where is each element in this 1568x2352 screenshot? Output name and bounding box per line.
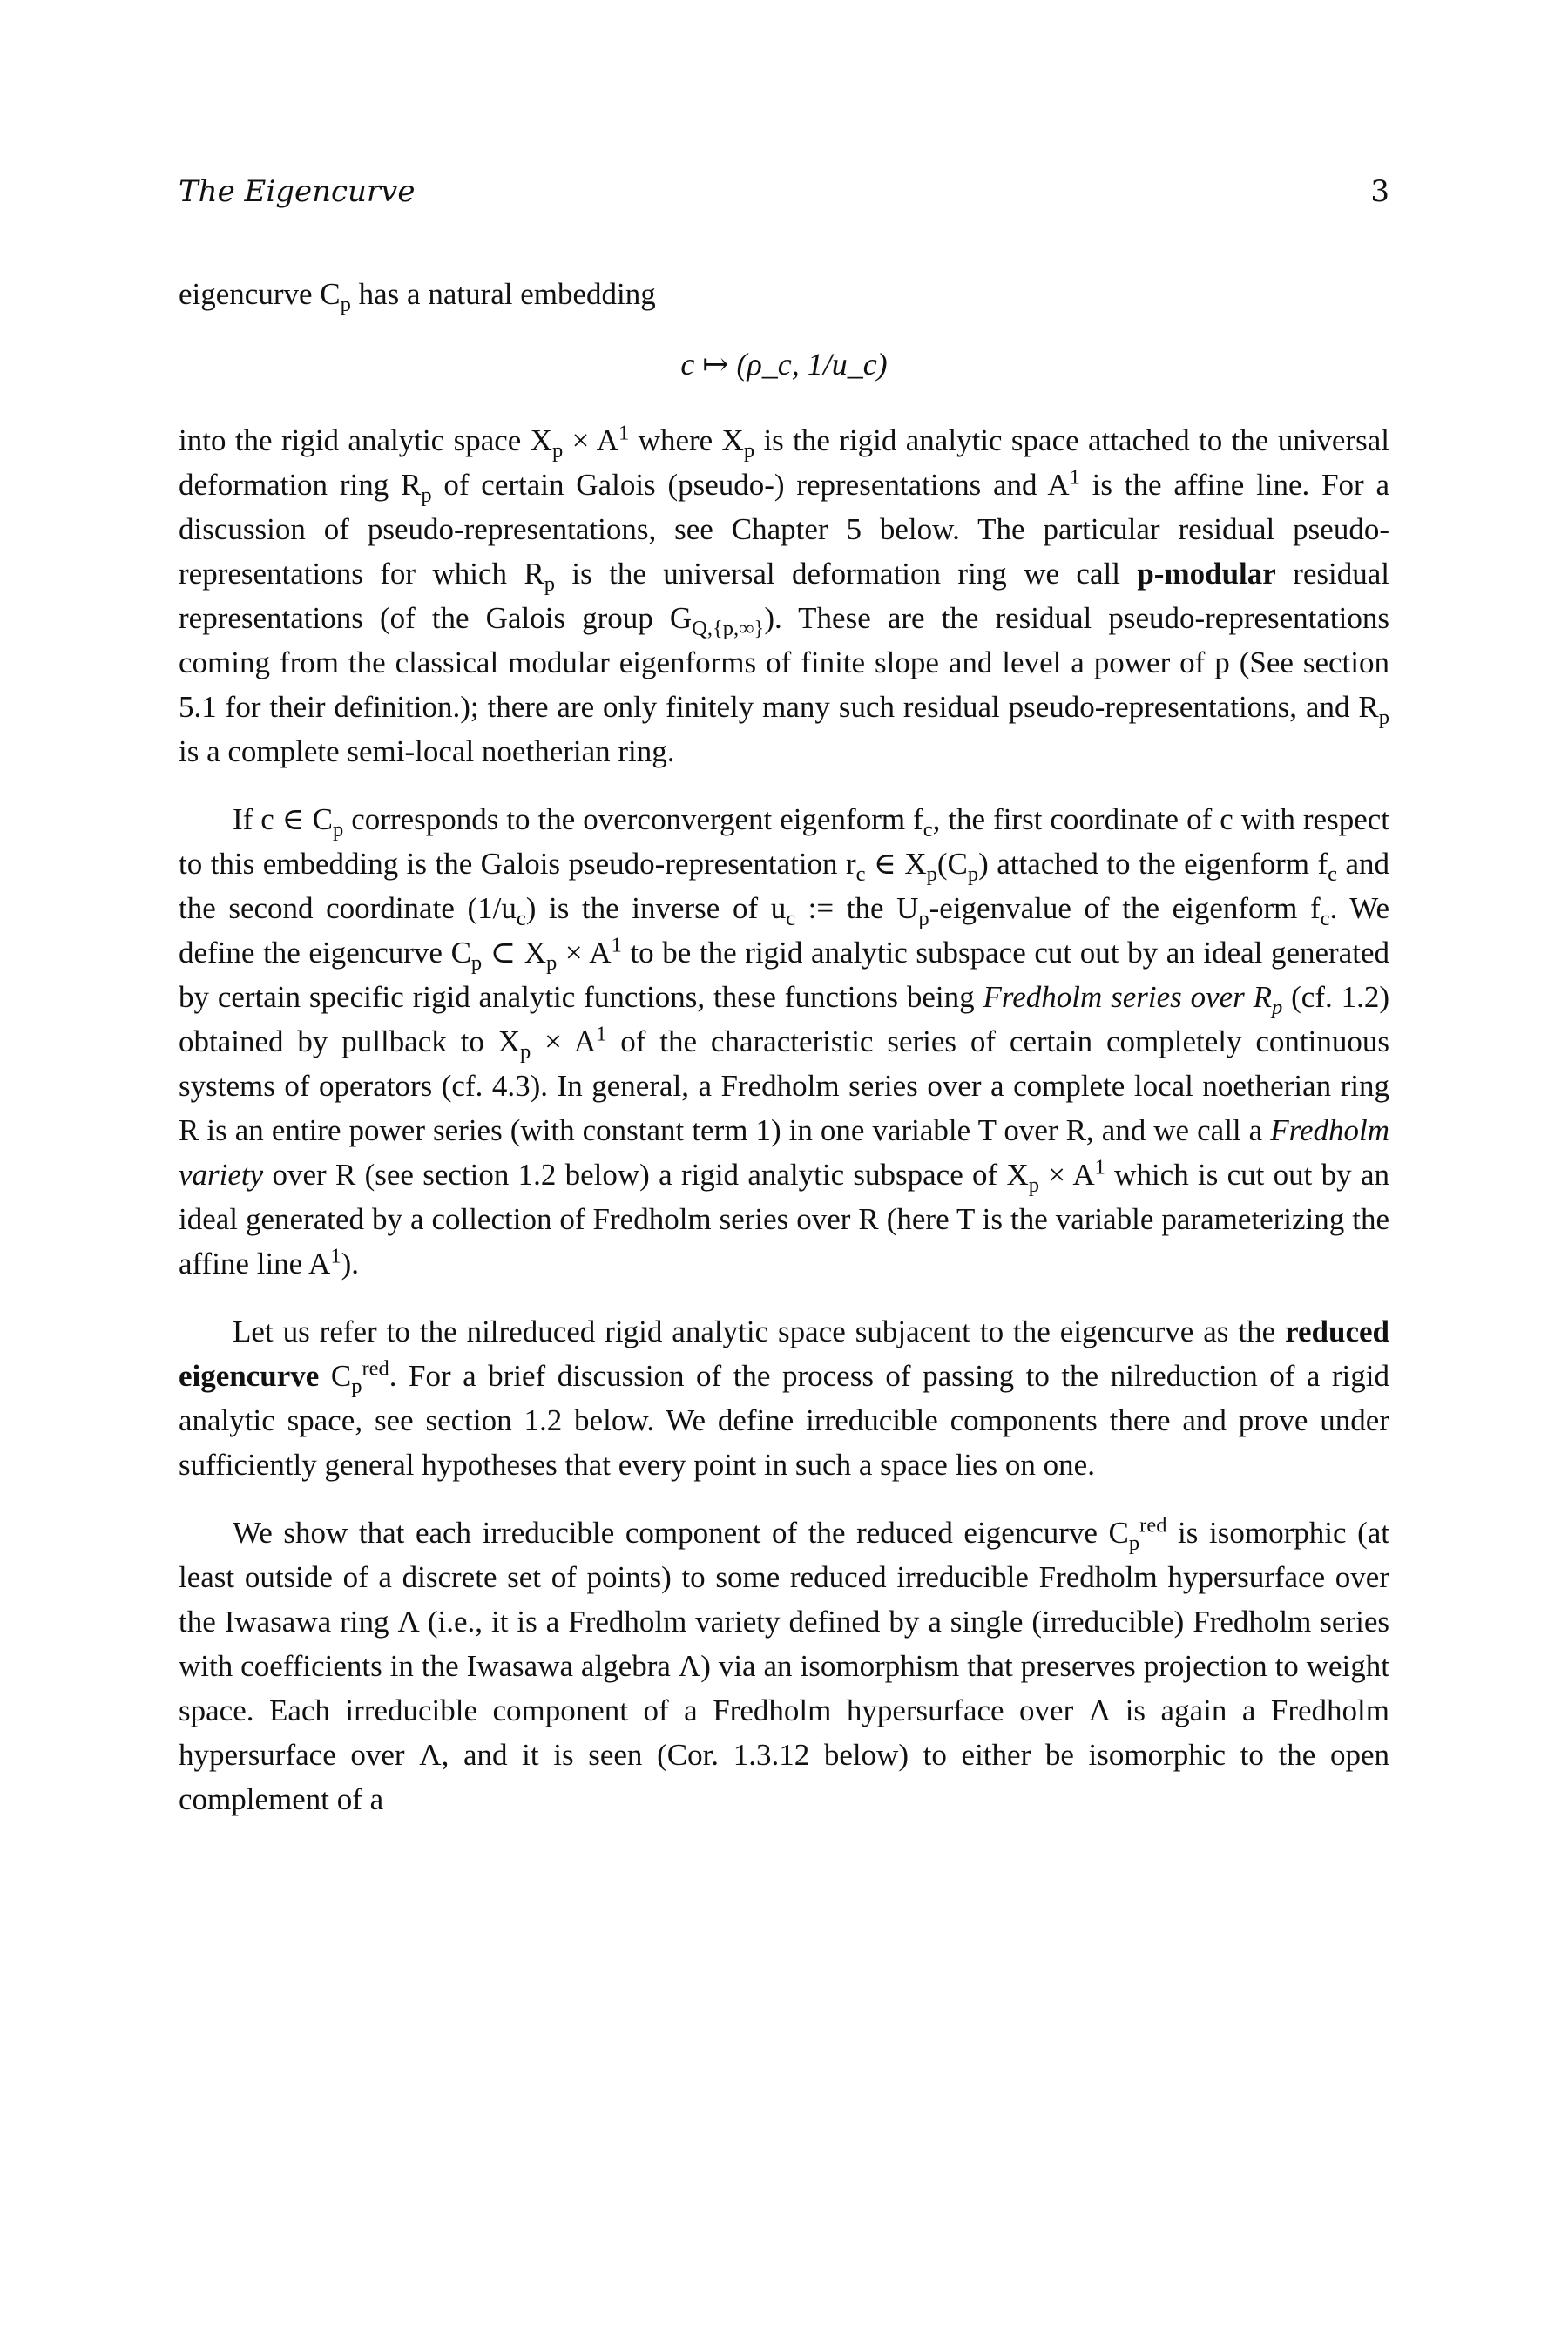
paragraph-5: We show that each irreducible component of the reduced eigencurve $C_p^{red}$ is isomorphic (at least outside of a discrete set of points) to some reduced irreducible Fredholm hypersurface over the Iwasawa ring Λ (i.e., it is a Fredholm variety defined by a single (irreducible) Fredholm series with coefficients in the Iwasawa algebra Λ) via an isomorphism that preserves projection to weight space. Each irreducible component of a Fredholm hypersurface over Λ is again a Fredholm hypersurface over Λ, and it is seen (Cor. 1.3.12 below) to either be isomorphic to the open complement of a (179, 1513, 1389, 1816)
paragraph-4: Let us refer to the nilreduced rigid analytic space subjacent to the eigencurve as the reduced eigencurve $C_p^{red}$. For a brief discussion of the process of passing to the nilreduction of a rigid analytic space, see section 1.2 below. We define irreducible components there and prove under sufficiently general hypotheses that every point in such a space lies on one. (179, 1315, 1389, 1482)
term-fredholm-series: Fredholm series over $R_p$ (983, 980, 1283, 1019)
running-header (179, 174, 1389, 209)
page-number: 3 (1370, 174, 1389, 209)
body-text (179, 272, 1389, 1821)
paragraph-3: If c ∈ $C_p$ corresponds to the overconvergent eigenform $f_c$, the first coordinate of c with respect to this embedding is the Galois pseudo-representation $r_c$ ∈ $X_p(C_p)$ attached to the eigenform $f_c$ and the second coordinate $(1/u_c)$ is the inverse of $u_c$ := the $U_p$-eigenvalue of the eigenform $f_c$. We define the eigencurve $C_p$ ⊂ $X_p \times A^1$ to be the rigid analytic subspace cut out by an ideal generated by certain specific rigid analytic functions, these functions being Fredholm series over $R_p$ (cf. 1.2) obtained by pullback to $X_p \times A^1$ of the characteristic series of certain completely continuous systems of operators (cf. 4.3). In general, a Fredholm series over a complete local noetherian ring R is an entire power series (with constant term 1) in one variable T over R, and we call a Fredholm variety over R (see section 1.2 below) a rigid analytic subspace of $X_p \times A^1$ which is cut out by an ideal generated by a collection of Fredholm series over R (here T is the variable parameterizing the affine line $A^1$). (179, 802, 1390, 1281)
display-formula: c ↦ (ρ_c, 1/u_c) (680, 347, 888, 382)
paragraph-1: eigencurve $C_p$ has a natural embedding (179, 277, 656, 316)
paragraph-2: into the rigid analytic space $X_p \times A^1$ where $X_p$ is the rigid analytic space attached to the universal deformation ring $R_p$ of certain Galois (pseudo-) representations and $A^1$ is the affine line. For a discussion of pseudo-representations, see Chapter 5 below. The particular residual pseudo-representations for which $R_p$ is the universal deformation ring we call p-modular residual representations (of the Galois group $G_{Q,\{p,\infty\}}$). These are the residual pseudo-representations coming from the classical modular eigenforms of finite slope and level a power of p (See section 5.1 for their definition.); there are only finitely many such residual pseudo-representations, and $R_p$ is a complete semi-local noetherian ring. (179, 421, 1390, 768)
term-fredholm-variety: Fredholm variety (179, 1113, 1389, 1192)
term-p-modular: p-modular (1137, 557, 1276, 591)
term-reduced-eigencurve: reduced eigencurve (179, 1315, 1389, 1393)
running-title: The Eigencurve (179, 174, 416, 209)
